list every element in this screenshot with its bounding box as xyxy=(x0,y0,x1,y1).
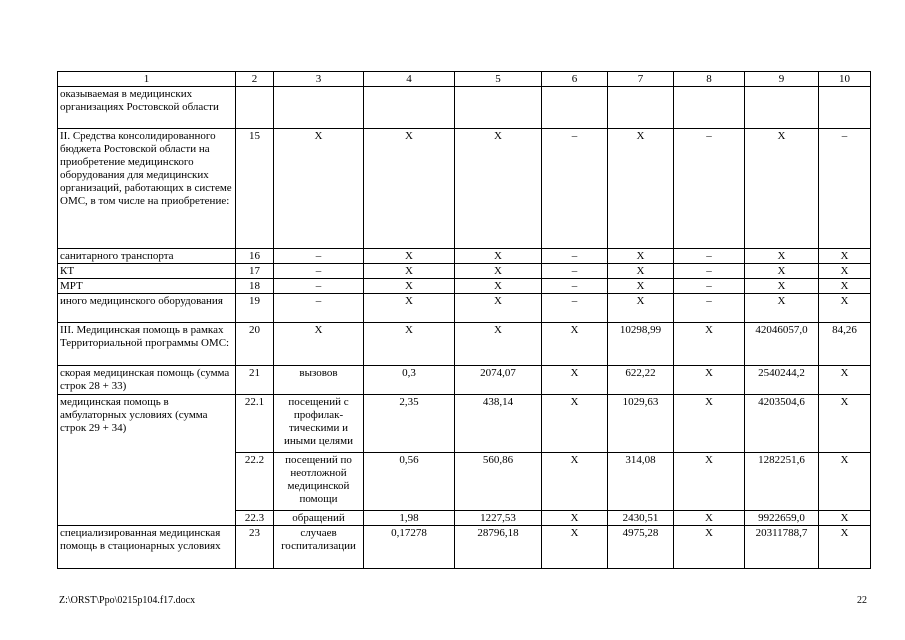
table-cell: 2430,51 xyxy=(608,511,674,526)
table-cell xyxy=(455,87,542,129)
table-cell: 9922659,0 xyxy=(745,511,819,526)
table-row xyxy=(58,87,871,129)
table-cell xyxy=(274,87,364,129)
table-cell: 10298,99 xyxy=(608,323,674,366)
table-cell: X xyxy=(819,249,871,264)
table-cell: X xyxy=(819,264,871,279)
table-cell: – xyxy=(674,249,745,264)
table-cell: – xyxy=(674,129,745,249)
table-cell: – xyxy=(819,129,871,249)
table-cell: 84,26 xyxy=(819,323,871,366)
table-cell: 2540244,2 xyxy=(745,366,819,395)
header-cell: 9 xyxy=(745,72,819,87)
table-cell: X xyxy=(608,129,674,249)
table-cell: X xyxy=(819,511,871,526)
table-cell: КТ xyxy=(58,264,236,279)
header-cell: 1 xyxy=(58,72,236,87)
table-cell: – xyxy=(674,264,745,279)
table-cell: X xyxy=(542,395,608,453)
table-cell: 0,17278 xyxy=(364,526,455,569)
table-cell: 22.2 xyxy=(236,453,274,511)
table-cell: МРТ xyxy=(58,279,236,294)
table-cell: – xyxy=(542,249,608,264)
table-cell: – xyxy=(674,279,745,294)
table-cell: 438,14 xyxy=(455,395,542,453)
table-cell: – xyxy=(542,129,608,249)
table-cell: X xyxy=(364,323,455,366)
table-cell: специализированная медицинская помощь в стационарных условиях xyxy=(58,526,236,569)
data-table xyxy=(57,71,871,569)
table-cell: – xyxy=(274,279,364,294)
table-cell: оказываемая в медицинских организациях Ростовской области xyxy=(58,87,236,129)
table-cell: – xyxy=(542,294,608,323)
table-cell: X xyxy=(364,249,455,264)
table-cell: 1227,53 xyxy=(455,511,542,526)
table-cell: – xyxy=(274,264,364,279)
table-row xyxy=(58,249,871,264)
table-cell: X xyxy=(819,279,871,294)
table-cell: 2074,07 xyxy=(455,366,542,395)
table-cell xyxy=(819,87,871,129)
table-cell: 314,08 xyxy=(608,453,674,511)
table-cell: 18 xyxy=(236,279,274,294)
footer-file-path: Z:\ORST\Ppo\0215p104.f17.docx xyxy=(59,595,196,606)
table-cell: X xyxy=(274,323,364,366)
table-cell: 22.1 xyxy=(236,395,274,453)
table-cell: X xyxy=(364,294,455,323)
table-cell: X xyxy=(455,249,542,264)
table-cell xyxy=(364,87,455,129)
table-cell: – xyxy=(274,294,364,323)
table-cell xyxy=(542,87,608,129)
table-cell: скорая медицинская помощь (сумма строк 28 + 33) xyxy=(58,366,236,395)
table-cell: X xyxy=(745,294,819,323)
table-cell: X xyxy=(608,264,674,279)
header-row xyxy=(58,72,871,87)
table-cell xyxy=(745,87,819,129)
table-row xyxy=(58,395,871,453)
table-row xyxy=(58,323,871,366)
header-cell: 3 xyxy=(274,72,364,87)
table-cell: 1,98 xyxy=(364,511,455,526)
table-cell: X xyxy=(608,249,674,264)
table-row xyxy=(58,264,871,279)
table-cell: X xyxy=(674,526,745,569)
table-cell: X xyxy=(542,511,608,526)
table-cell: 23 xyxy=(236,526,274,569)
table-cell: 20 xyxy=(236,323,274,366)
table-cell: X xyxy=(745,129,819,249)
table-cell: X xyxy=(364,279,455,294)
table-cell xyxy=(674,87,745,129)
table-cell: X xyxy=(455,294,542,323)
table-row xyxy=(58,366,871,395)
table-cell: X xyxy=(542,366,608,395)
table-cell: – xyxy=(674,294,745,323)
table-cell: 19 xyxy=(236,294,274,323)
table-cell: X xyxy=(364,129,455,249)
table-cell: X xyxy=(745,249,819,264)
table-cell: 0,56 xyxy=(364,453,455,511)
table-cell: 28796,18 xyxy=(455,526,542,569)
table-cell xyxy=(608,87,674,129)
table-cell: X xyxy=(674,323,745,366)
table-cell: X xyxy=(455,264,542,279)
table-cell: 17 xyxy=(236,264,274,279)
table-cell: медицинская помощь в амбулаторных условиях (сумма строк 29 + 34) xyxy=(58,395,236,526)
table-cell: X xyxy=(745,279,819,294)
table-cell: 560,86 xyxy=(455,453,542,511)
table-row xyxy=(58,526,871,569)
table-cell: 2,35 xyxy=(364,395,455,453)
table-cell: 21 xyxy=(236,366,274,395)
table-cell: X xyxy=(542,323,608,366)
table-cell: посещений с профилак-тическими и иными целями xyxy=(274,395,364,453)
table-cell: – xyxy=(542,264,608,279)
table-cell: случаев госпитализации xyxy=(274,526,364,569)
table-cell: X xyxy=(819,395,871,453)
table-cell: – xyxy=(274,249,364,264)
table-cell: X xyxy=(608,294,674,323)
table-cell: X xyxy=(542,453,608,511)
table-cell: X xyxy=(455,129,542,249)
table-cell: X xyxy=(674,453,745,511)
table-cell: – xyxy=(542,279,608,294)
header-cell: 8 xyxy=(674,72,745,87)
table-cell: X xyxy=(819,453,871,511)
table-cell: X xyxy=(274,129,364,249)
header-cell: 5 xyxy=(455,72,542,87)
table-cell: 15 xyxy=(236,129,274,249)
table-cell: 16 xyxy=(236,249,274,264)
table-row xyxy=(58,294,871,323)
table-cell: X xyxy=(819,294,871,323)
header-cell: 4 xyxy=(364,72,455,87)
table-cell: X xyxy=(455,279,542,294)
header-cell: 7 xyxy=(608,72,674,87)
table-cell: X xyxy=(674,395,745,453)
table-cell: X xyxy=(674,511,745,526)
table-cell: санитарного транспорта xyxy=(58,249,236,264)
table-row xyxy=(58,129,871,249)
table-cell: 22.3 xyxy=(236,511,274,526)
table-cell: X xyxy=(542,526,608,569)
table-cell: 0,3 xyxy=(364,366,455,395)
table-cell: X xyxy=(364,264,455,279)
table-cell: 20311788,7 xyxy=(745,526,819,569)
footer-page-number: 22 xyxy=(857,595,867,606)
table-cell: 1282251,6 xyxy=(745,453,819,511)
table-cell: III. Медицинская помощь в рамках Территориальной программы ОМС: xyxy=(58,323,236,366)
table-row xyxy=(58,279,871,294)
table-cell: X xyxy=(745,264,819,279)
table-cell: иного медицинского оборудования xyxy=(58,294,236,323)
header-cell: 2 xyxy=(236,72,274,87)
table-cell: X xyxy=(819,366,871,395)
table-cell xyxy=(236,87,274,129)
table-cell: 622,22 xyxy=(608,366,674,395)
table-cell: обращений xyxy=(274,511,364,526)
table-cell: X xyxy=(455,323,542,366)
table-cell: 4975,28 xyxy=(608,526,674,569)
table-cell: посещений по неотложной медицинской помощи xyxy=(274,453,364,511)
header-cell: 10 xyxy=(819,72,871,87)
table-cell: II. Средства консолидированного бюджета Ростовской области на приобретение медицинского оборудования для медицинских организаций, работающих в системе ОМС, в том числе на приобретение: xyxy=(58,129,236,249)
table-cell: X xyxy=(608,279,674,294)
table-cell: X xyxy=(674,366,745,395)
table-cell: X xyxy=(819,526,871,569)
table-cell: 1029,63 xyxy=(608,395,674,453)
table-cell: вызовов xyxy=(274,366,364,395)
header-cell: 6 xyxy=(542,72,608,87)
table-cell: 42046057,0 xyxy=(745,323,819,366)
table-cell: 4203504,6 xyxy=(745,395,819,453)
